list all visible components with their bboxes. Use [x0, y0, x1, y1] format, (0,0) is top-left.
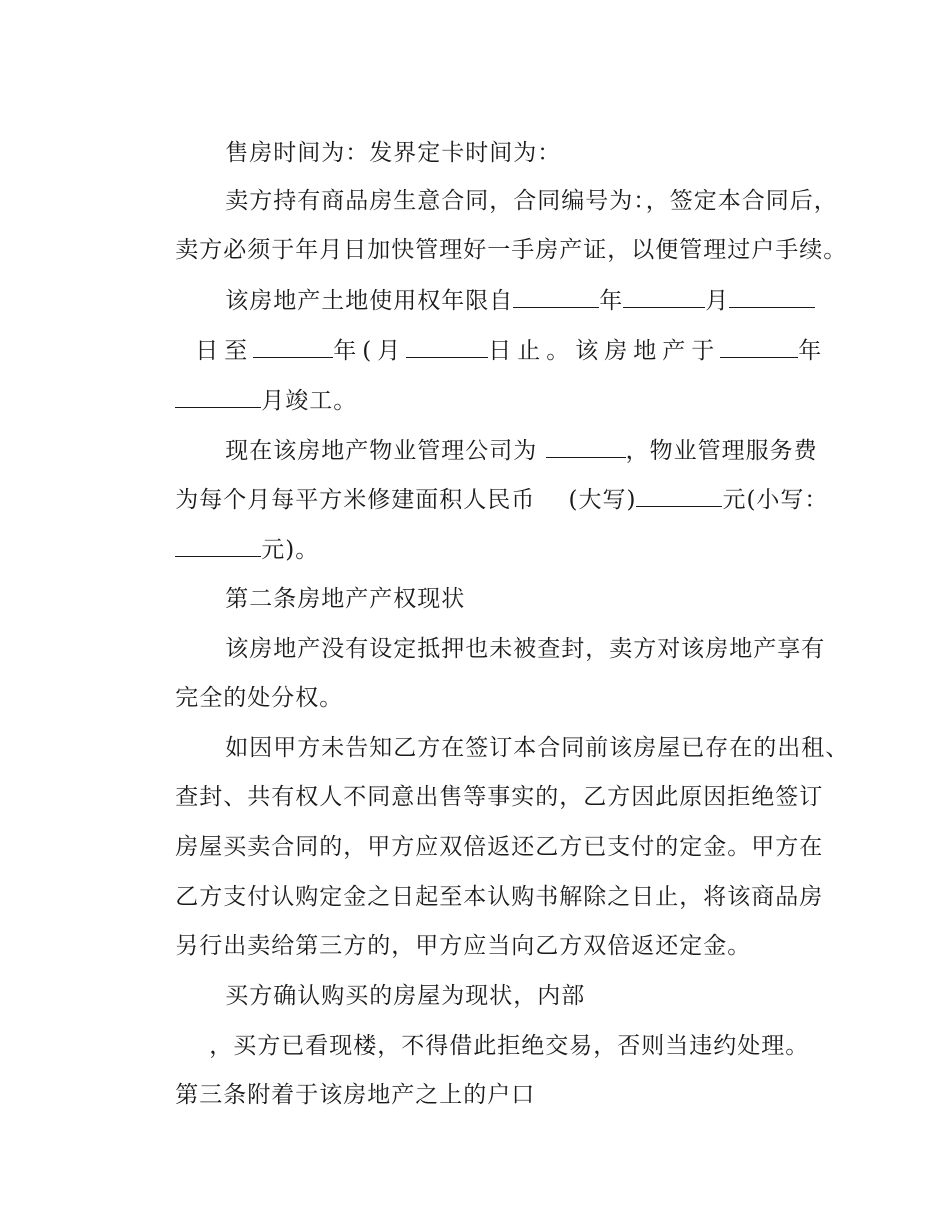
article-3-heading	[142, 1050, 535, 1140]
text: 元)。	[261, 537, 320, 563]
text: 查封、共有权人不同意出售等事实的，乙方因此原因拒绝签订	[175, 784, 824, 810]
text: 现在该房地产物业管理公司为	[225, 438, 538, 464]
text: 年	[599, 288, 624, 314]
text: 元(小写：	[722, 487, 829, 513]
text: 日至	[195, 338, 254, 364]
text: 年	[798, 338, 828, 364]
text: 月竣工。	[261, 388, 358, 414]
blank-field	[636, 484, 722, 507]
blank-field	[720, 335, 798, 358]
text: 售房时间为：发界定卡时间为：	[225, 140, 562, 166]
text: (大写)	[568, 487, 637, 513]
text: 卖方必须于年月日加快管理好一手房产证，以便管理过户手续。	[175, 237, 848, 263]
blank-field	[406, 335, 488, 358]
text: 该房地产土地使用权年限自	[225, 288, 514, 314]
text: 第三条附着于该房地产之上的户口	[175, 1082, 536, 1108]
text: 如因甲方未告知乙方在签订本合同前该房屋已存在的出租、	[225, 735, 850, 761]
text: ，买方已看现楼，不得借此拒绝交易，否则当违约处理。	[209, 1033, 810, 1059]
text: 卖方持有商品房生意合同，合同编号为：，签定本合同后，	[225, 188, 838, 214]
text: 日止。该房地产于	[488, 338, 721, 364]
text: 完全的处分权。	[175, 685, 344, 711]
text: ，物业管理服务费	[625, 438, 818, 464]
text: 买方确认购买的房屋为现状，内部	[225, 983, 586, 1009]
text: 年(月	[333, 338, 407, 364]
text: 月	[705, 288, 730, 314]
text: 另行出卖给第三方的，甲方应当向乙方双倍返还定金。	[175, 933, 752, 959]
text: 房屋买卖合同的，甲方应双倍返还乙方已支付的定金。甲方在	[175, 834, 824, 860]
text: 该房地产没有设定抵押也未被查封，卖方对该房地产享有	[225, 636, 826, 662]
text: 乙方支付认购定金之日起至本认购书解除之日止，将该商品房	[175, 884, 824, 910]
text: 为每个月每平方米修建面积人民币	[175, 487, 536, 513]
text: 第二条房地产产权现状	[225, 586, 466, 612]
